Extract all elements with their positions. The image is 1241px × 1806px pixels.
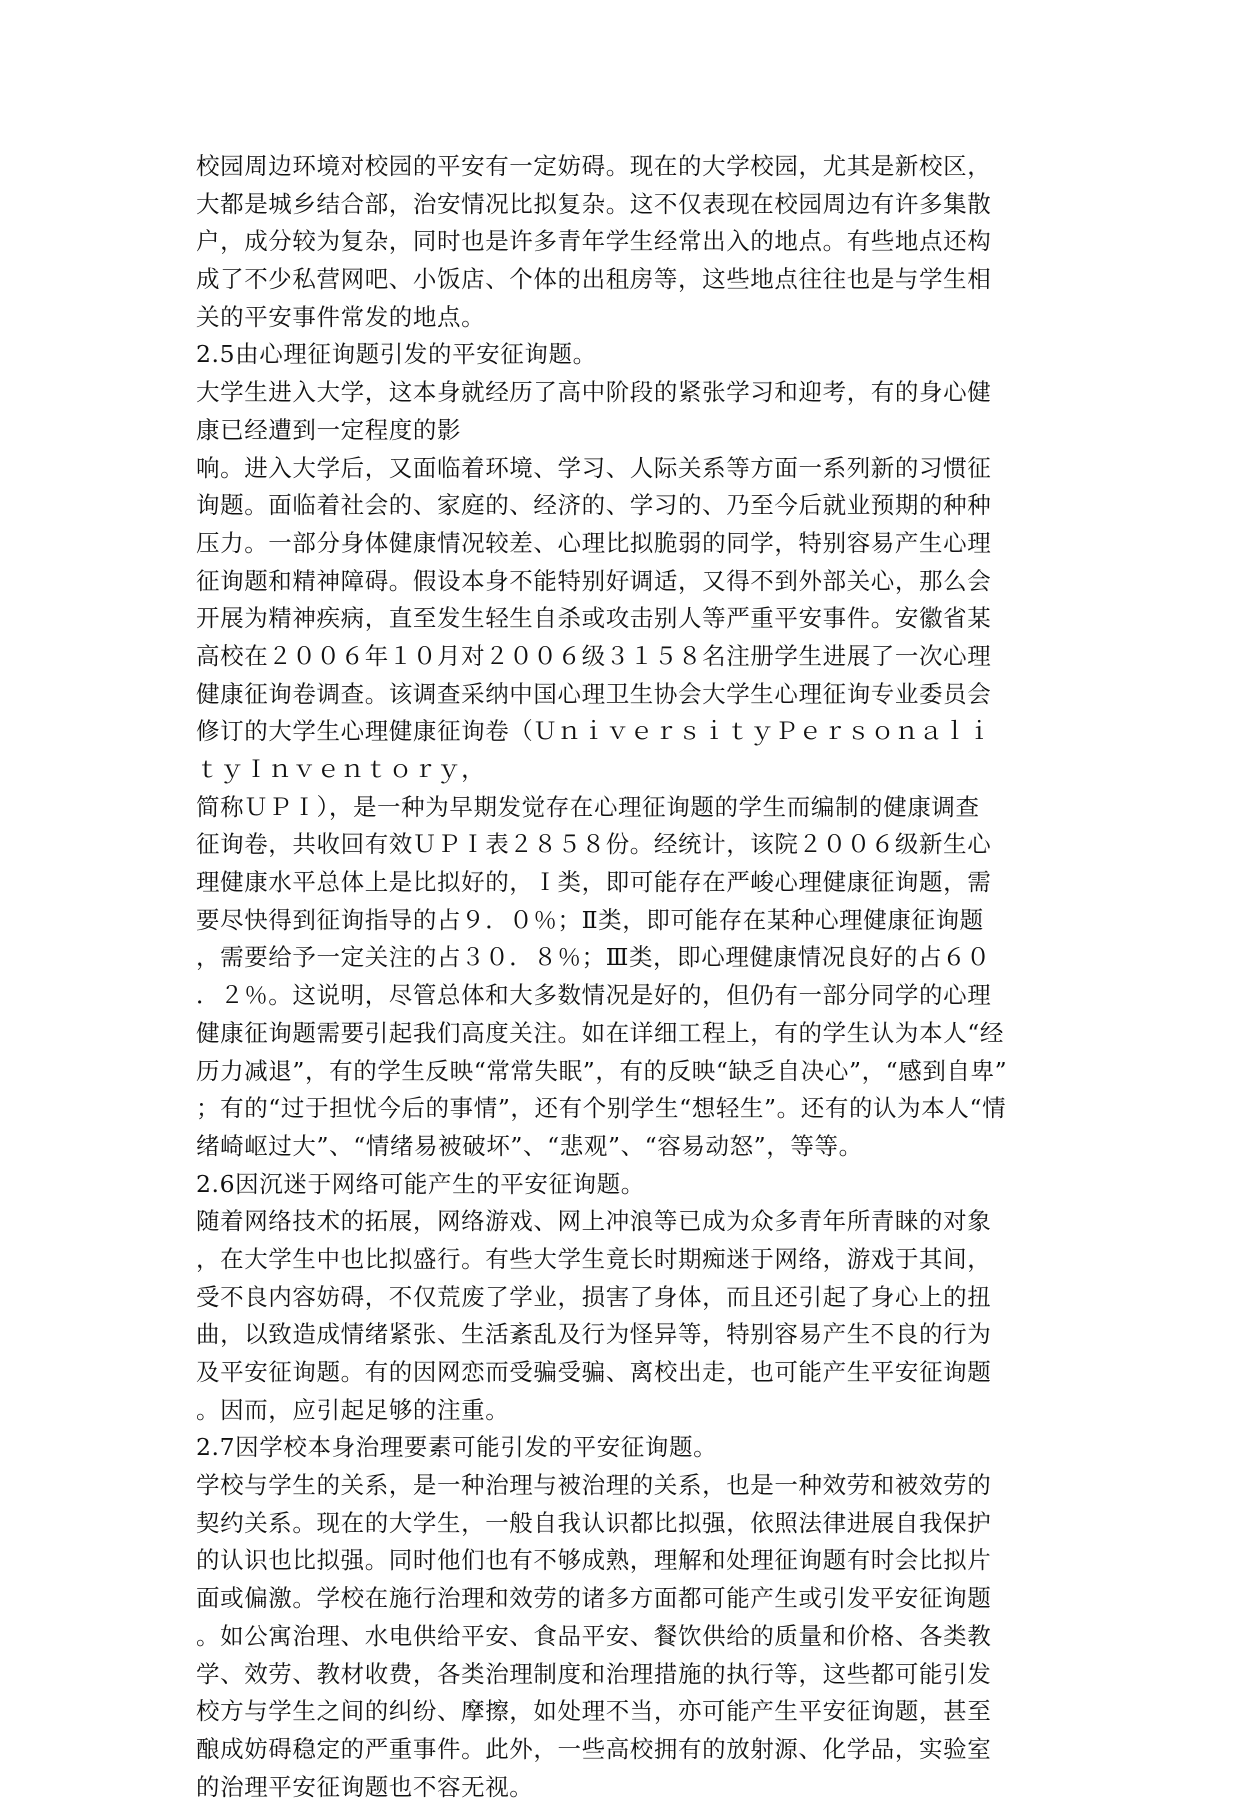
text-line: 的治理平安征询题也不容无视。 — [196, 1772, 534, 1801]
text-line: 户，成分较为复杂，同时也是许多青年学生经常出入的地点。有些地点还构 — [196, 227, 992, 256]
section-heading-2-7: 2.7因学校本身治理要素可能引发的平安征询题。 — [196, 1433, 718, 1462]
text-line: 健康征询卷调查。该调查采纳中国心理卫生协会大学生心理征询专业委员会 — [196, 679, 992, 708]
text-line: 绪崎岖过大”、“情绪易被破坏”、“悲观”、“容易动怒”，等等。 — [196, 1131, 863, 1160]
text-line: 受不良内容妨碍，不仅荒废了学业，损害了身体，而且还引起了身心上的扭 — [196, 1282, 992, 1311]
text-line: 学校与学生的关系，是一种治理与被治理的关系，也是一种效劳和被效劳的 — [196, 1471, 992, 1500]
text-line: 要尽快得到征询指导的占９．０％；Ⅱ类，即可能存在某种心理健康征询题 — [196, 905, 984, 934]
text-line: 。因而，应引起足够的注重。 — [196, 1395, 510, 1424]
text-line: 响。进入大学后，又面临着环境、学习、人际关系等方面一系列新的习惯征 — [196, 453, 992, 482]
text-line: ｔｙＩｎｖｅｎｔｏｒｙ， — [196, 755, 486, 783]
section-heading-2-6: 2.6因沉迷于网络可能产生的平安征询题。 — [196, 1169, 645, 1198]
text-line: 的认识也比拟强。同时他们也有不够成熟，理解和处理征询题有时会比拟片 — [196, 1546, 992, 1575]
text-line: 简称ＵＰＩ），是一种为早期发觉存在心理征询题的学生而编制的健康调查 — [196, 792, 980, 821]
text-line: 。如公寓治理、水电供给平安、食品平安、餐饮供给的质量和价格、各类教 — [196, 1621, 992, 1650]
text-line: 征询题和精神障碍。假设本身不能特别好调适，又得不到外部关心，那么会 — [196, 566, 992, 595]
text-line: 修订的大学生心理健康征询卷（ＵｎｉｖｅｒｓｉｔｙＰｅｒｓｏｎａｌｉ — [196, 717, 992, 746]
text-line: 高校在２００６年１０月对２００６级３１５８名注册学生进展了一次心理 — [196, 641, 992, 670]
text-line: 历力减退”，有的学生反映“常常失眠”，有的反映“缺乏自决心”，“感到自卑” — [196, 1056, 1008, 1085]
text-line: ，需要给予一定关注的占３０．８％；Ⅲ类，即心理健康情况良好的占６０ — [196, 943, 991, 972]
text-line: 及平安征询题。有的因网恋而受骗受骗、离校出走，也可能产生平安征询题 — [196, 1358, 992, 1386]
text-line: 理健康水平总体上是比拟好的，Ｉ类，即可能存在严峻心理健康征询题，需 — [196, 868, 992, 897]
text-line: ；有的“过于担忧今后的事情”，还有个别学生“想轻生”。还有的认为本人“情 — [196, 1094, 1007, 1123]
text-line: 压力。一部分身体健康情况较差、心理比拟脆弱的同学，特别容易产生心理 — [196, 528, 992, 557]
text-line: ．２％。这说明，尽管总体和大多数情况是好的，但仍有一部分同学的心理 — [196, 981, 992, 1010]
text-line: 契约关系。现在的大学生，一般自我认识都比拟强，依照法律进展自我保护 — [196, 1508, 992, 1537]
text-line: ，在大学生中也比拟盛行。有些大学生竟长时期痴迷于网络，游戏于其间， — [196, 1244, 992, 1273]
text-line: 曲，以致造成情绪紧张、生活紊乱及行为怪异等，特别容易产生不良的行为 — [196, 1320, 992, 1349]
text-line: 校方与学生之间的纠纷、摩擦，如处理不当，亦可能产生平安征询题，甚至 — [196, 1697, 992, 1726]
text-line: 关的平安事件常发的地点。 — [196, 302, 486, 331]
text-line: 开展为精神疾病，直至发生轻生自杀或攻击别人等严重平安事件。安徽省某 — [196, 604, 992, 633]
text-line: 学、效劳、教材收费，各类治理制度和治理措施的执行等，这些都可能引发 — [196, 1659, 992, 1688]
text-line: 征询卷，共收回有效ＵＰＩ表２８５８份。经统计，该院２００６级新生心 — [196, 830, 992, 859]
text-line: 校园周边环境对校园的平安有一定妨碍。现在的大学校园，尤其是新校区， — [196, 152, 992, 180]
text-line: 健康征询题需要引起我们高度关注。如在详细工程上，有的学生认为本人“经 — [196, 1018, 1004, 1047]
text-line: 成了不少私营网吧、小饭店、个体的出租房等，这些地点往往也是与学生相 — [196, 265, 992, 294]
text-line: 酿成妨碍稳定的严重事件。此外，一些高校拥有的放射源、化学品，实验室 — [196, 1734, 992, 1763]
text-line: 面或偏激。学校在施行治理和效劳的诸多方面都可能产生或引发平安征询题 — [196, 1584, 992, 1613]
text-line: 随着网络技术的拓展，网络游戏、网上冲浪等已成为众多青年所青睐的对象 — [196, 1207, 992, 1236]
text-line: 询题。面临着社会的、家庭的、经济的、学习的、乃至今后就业预期的种种 — [196, 491, 992, 520]
text-line: 大学生进入大学，这本身就经历了高中阶段的紧张学习和迎考，有的身心健 — [196, 378, 992, 407]
section-heading-2-5: 2.5由心理征询题引发的平安征询题。 — [196, 340, 597, 369]
text-line: 康已经遭到一定程度的影 — [196, 415, 462, 444]
text-line: 大都是城乡结合部，治安情况比拟复杂。这不仅表现在校园周边有许多集散 — [196, 189, 992, 218]
body-text — [196, 148, 1046, 1806]
